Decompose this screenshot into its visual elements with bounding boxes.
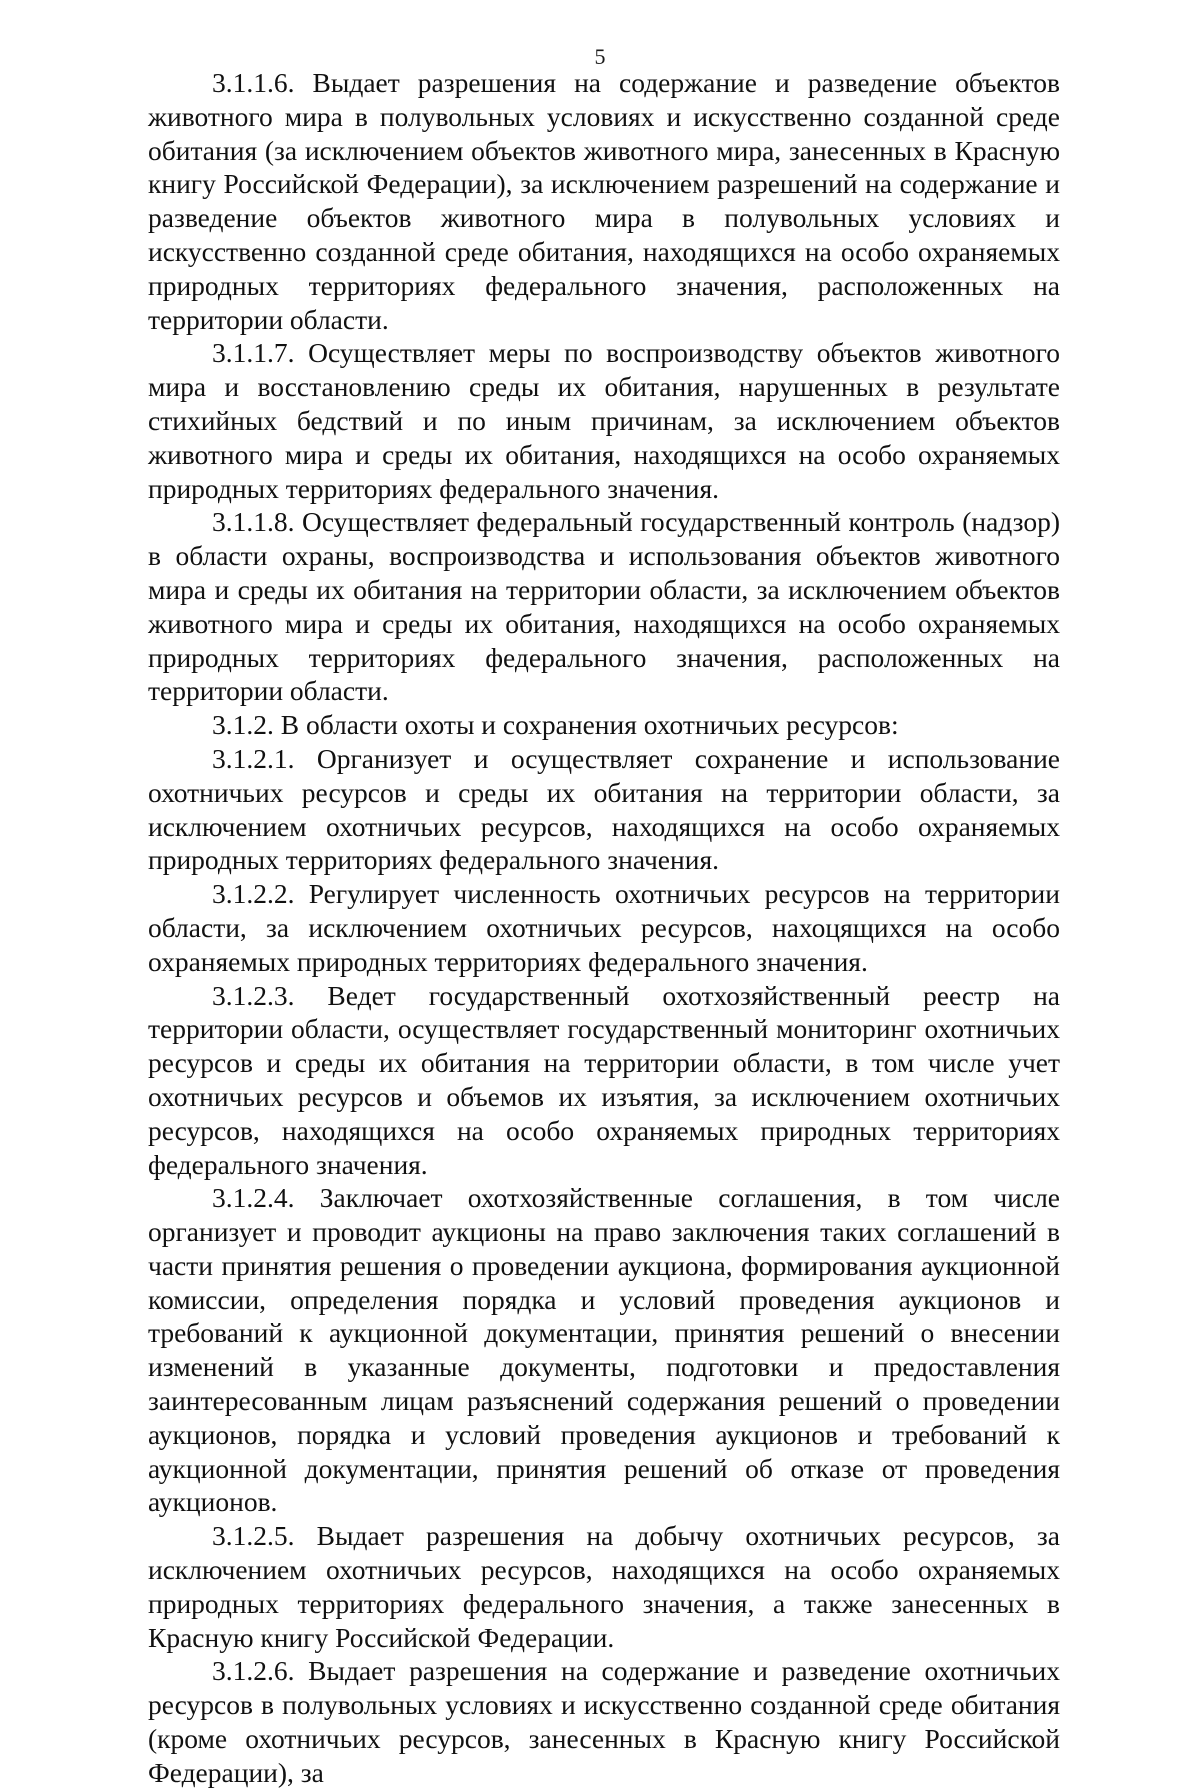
paragraph-3-1-2-2: 3.1.2.2. Регулирует численность охотничьих ресурсов на территории области, за исключением охотничьих ресурсов, нахоцящихся на особо охраняемых природных территориях федерального значения. (148, 878, 1060, 977)
paragraph-3-1-1-8: 3.1.1.8. Осуществляет федеральный государственный контроль (надзор) в области охраны, воспроизводства и использования объектов животного мира и среды их обитания на территории области, за исключением объектов животного мира и среды их обитания, находящихся на особо охраняемых природных территориях федерального значения, расположенных на территории области. (148, 506, 1060, 707)
paragraph-3-1-2-6: 3.1.2.6. Выдает разрешения на содержание и разведение охотничьих ресурсов в полувольных условиях и искусственно созданной среде обитания (кроме охотничьих ресурсов, занесенных в Красную книгу Российской Федерации), за (148, 1655, 1060, 1788)
section-heading-3-1-2: 3.1.2. В области охоты и сохранения охотничьих ресурсов: (212, 709, 899, 741)
paragraph-3-1-2-4: 3.1.2.4. Заключает охотхозяйственные соглашения, в том числе организует и проводит аукционы на право заключения таких соглашений в части принятия решения о проведении аукциона, формирования аукционной комиссии, определения порядка и условий проведения аукционов и требований к аукционной документации, принятия решений о внесении изменений в указанные документы, подготовки и предоставления заинтересованным лицам разъяснений содержания решений о проведении аукционов, порядка и условий проведения аукционов и требований к аукционной документации, принятия решений об отказе от проведения аукционов. (148, 1182, 1060, 1518)
paragraph-3-1-1-6: 3.1.1.6. Выдает разрешения на содержание и разведение объектов животного мира в полувольных условиях и искусственно созданной среде обитания (за исключением объектов животного мира, занесенных в Красную книгу Российской Федерации), за исключением разрешений на содержание и разведение объектов животного мира в полувольных условиях и искусственно созданной среде обитания, находящихся на особо охраняемых природных территориях федерального значения, расположенных на территории области. (148, 67, 1060, 335)
paragraph-3-1-2-5: 3.1.2.5. Выдает разрешения на добычу охотничьих ресурсов, за исключением охотничьих ресурсов, находящихся на особо охраняемых природных территориях федерального значения, а также занесенных в Красную книгу Российской Федерации. (148, 1520, 1060, 1653)
page-number: 5 (594, 44, 606, 69)
paragraph-3-1-2-3: 3.1.2.3. Ведет государственный охотхозяйственный реестр на территории области, осуществляет государственный мониторинг охотничьих ресурсов и среды их обитания на территории области, в том числе учет охотничьих ресурсов и объемов их изъятия, за исключением охотничьих ресурсов, находящихся на особо охраняемых природных территориях федерального значения. (148, 979, 1060, 1180)
document-body (148, 66, 1060, 1790)
paragraph-3-1-1-7: 3.1.1.7. Осуществляет меры по воспроизводству объектов животного мира и восстановлению среды их обитания, нарушенных в результате стихийных бедствий и по иным причинам, за исключением объектов животного мира и среды их обитания, находящихся на особо охраняемых природных территориях федерального значения. (148, 337, 1060, 504)
paragraph-3-1-2-1: 3.1.2.1. Организует и осуществляет сохранение и использование охотничьих ресурсов и среды их обитания на территории области, за исключением охотничьих ресурсов, находящихся на особо охраняемых природных территориях федерального значения. (148, 742, 1060, 876)
